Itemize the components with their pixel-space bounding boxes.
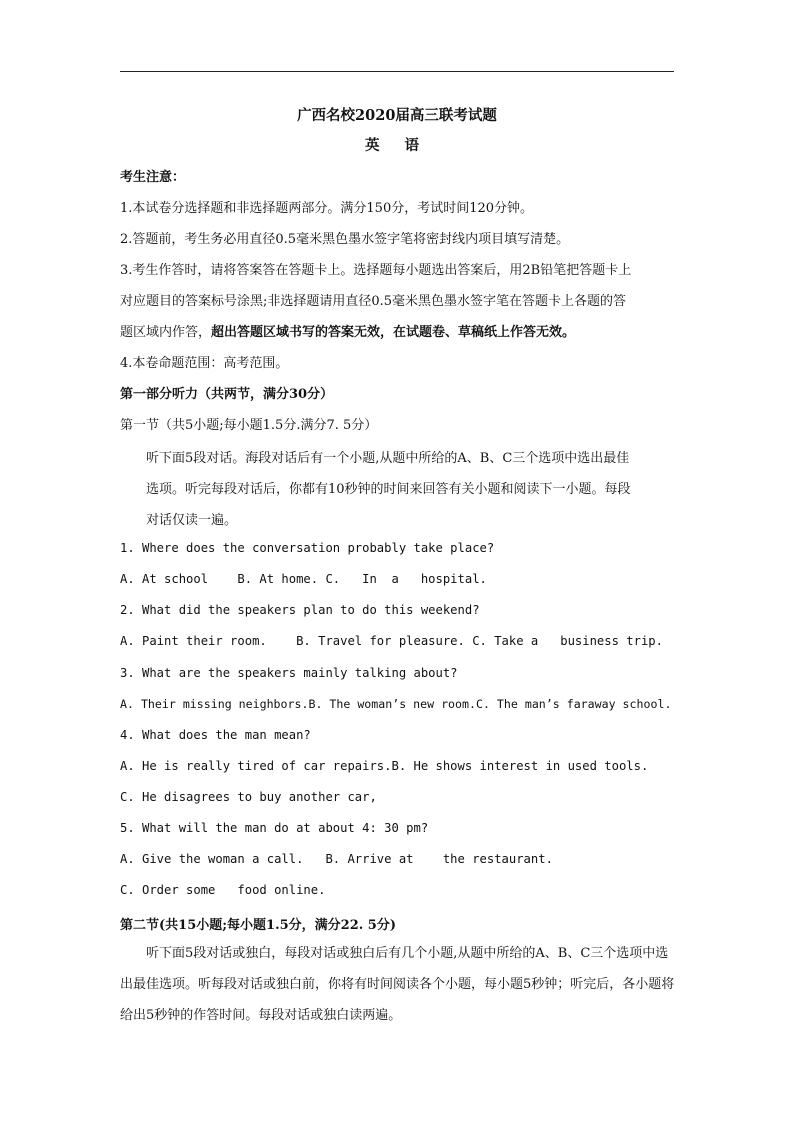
question-1-options: A. At school B. At home. C. In a hospital. [120,572,487,586]
section2-heading: 第二节(共15小题;每小题1.5分，满分22. 5分) [120,918,396,933]
question-2-options: A. Paint their room. B. Travel for pleasure. C. Take a business trip. [120,634,663,648]
section2-intro: 听下面5段对话或独白，每段对话或独白后有几个小题,从题中所给的A、B、C三个选项中选出最佳选项。听每段对话或独白前，你将有时间阅读各个小题，每小题5秒钟；听完后，各小题将给出5秒钟的作答时间。每段对话或独白读两遍。 [120,946,675,1023]
question-4-options-line-2: C. He disagrees to buy another car, [120,790,377,804]
part1-heading: 第一部分听力（共两节，满分30分） [120,387,334,402]
section1-heading: 第一节（共5小题;每小题1.5分.满分7. 5分） [120,418,378,433]
notice-item-3-line-2: 对应题目的答案标号涂黑;非选择题请用直径0.5毫米黑色墨水签字笔在答题卡上各题的答 [120,294,627,309]
section1-intro-line-3: 对话仅读一遍。 [146,513,238,528]
question-5: 5. What will the man do at about 4: 30 pm? [120,821,429,835]
notice-item-3-bold: 超出答题区域书写的答案无效，在试题卷、草稿纸上作答无效。 [211,325,576,340]
notice-item-3-line-3 [120,321,575,340]
notice-item-2: 2.答题前，考生务必用直径0.5毫米黑色墨水签字笔将密封线内项目填写清楚。 [120,232,570,247]
question-3-options: A. Their missing neighbors.B. The woman’s new room.C. The man’s faraway school. [120,697,672,711]
question-4-options-line-1: A. He is really tired of car repairs.B. He shows interest in used tools. [120,759,649,773]
top-rule [120,71,674,72]
question-1: 1. Where does the conversation probably take place? [120,541,495,555]
notice-heading: 考生注意： [120,170,186,185]
question-5-options-line-2: C. Order some food online. [120,883,326,897]
exam-title: 广西名校2020届高三联考试题 [297,107,497,124]
question-2: 2. What did the speakers plan to do this weekend? [120,603,480,617]
question-5-options-line-1: A. Give the woman a call. B. Arrive at the restaurant. [120,852,553,866]
section1-intro-line-2: 选项。听完每段对话后，你都有10秒钟的时间来回答有关小题和阅读下一小题。每段 [146,482,631,497]
notice-item-4: 4.本卷命题范围：高考范围。 [120,356,289,371]
subject-title: 英 语 [364,137,430,154]
question-4: 4. What does the man mean? [120,728,311,742]
notice-item-3-line-1: 3.考生作答时，请将答案答在答题卡上。选择题每小题选出答案后，用2B铅笔把答题卡上 [120,263,632,278]
section1-intro-line-1: 听下面5段对话。海段对话后有一个小题,从题中所给的A、B、C三个选项中选出最佳 [146,451,630,466]
question-3: 3. What are the speakers mainly talking about? [120,666,458,680]
notice-item-1: 1.本试卷分选择题和非选择题两部分。满分150分，考试时间120分钟。 [120,201,534,216]
notice-item-3-normal: 题区域内作答， [120,325,212,340]
